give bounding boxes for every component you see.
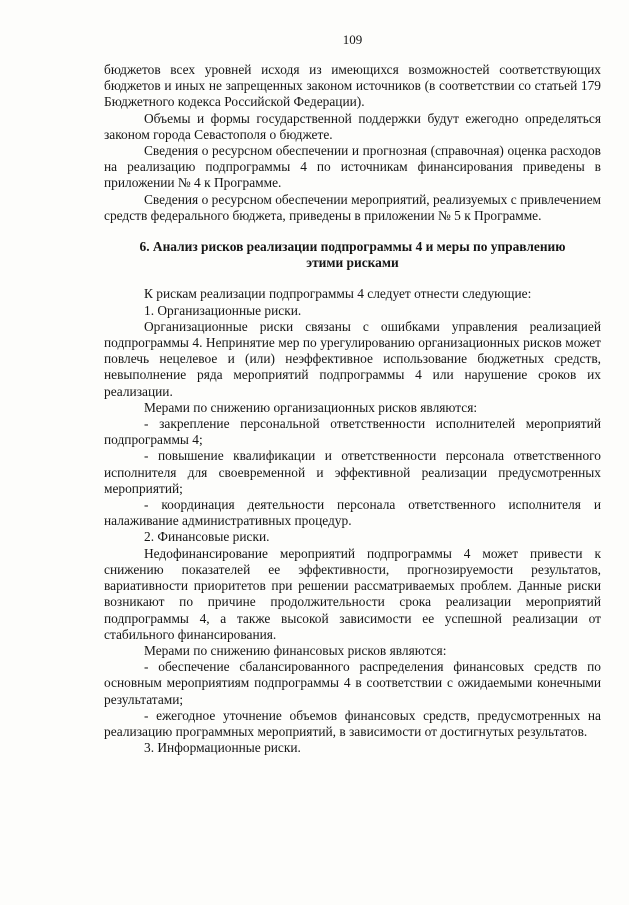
paragraph: Недофинансирование мероприятий подпрограммы 4 может привести к снижению показателей ее эффективности, прогнозируемости результатов, вариативности приоритетов при решении рассматриваемых проблем. Данные риски возникают по причине продолжительности срока реализации мероприятий подпрограммы 4, а также высокой зависимости ее успешной реализации от стабильного финансирования. (104, 545, 601, 642)
paragraph: 3. Информационные риски. (144, 740, 301, 756)
section-heading (104, 239, 601, 271)
paragraph: - координация деятельности персонала ответственного исполнителя и налаживание административных процедур. (104, 497, 601, 529)
paragraph: - обеспечение сбалансированного распределения финансовых средств по основным мероприятиям подпрограммы 4 в соответствии с ожидаемыми конечными результатами; (104, 659, 601, 707)
paragraphs-after-heading (104, 286, 601, 756)
paragraph: 1. Организационные риски. (144, 302, 302, 318)
paragraph: К рискам реализации подпрограммы 4 следует отнести следующие: (144, 286, 532, 302)
section-heading-line-2: этими рисками (306, 255, 399, 271)
paragraph: 2. Финансовые риски. (144, 529, 270, 545)
paragraph: бюджетов всех уровней исходя из имеющихся возможностей соответствующих бюджетов и иных не запрещенных законом источников (в соответствии со статьей 179 Бюджетного кодекса Российской Федерации). (104, 62, 601, 110)
paragraphs-before-heading (104, 62, 601, 224)
section-heading-line-1: 6. Анализ рисков реализации подпрограммы 4 и меры по управлению (139, 239, 566, 255)
paragraph: - закрепление персональной ответственности исполнителей мероприятий подпрограммы 4; (104, 416, 601, 448)
paragraph: Сведения о ресурсном обеспечении и прогнозная (справочная) оценка расходов на реализацию подпрограммы 4 по источникам финансирования приведены в приложении № 4 к Программе. (104, 143, 601, 191)
page-number: 109 (342, 32, 363, 47)
paragraph: Сведения о ресурсном обеспечении мероприятий, реализуемых с привлечением средств федерального бюджета, приведены в приложении № 5 к Программе. (104, 191, 601, 223)
paragraph: - повышение квалификации и ответственности персонала ответственного исполнителя для своевременной и эффективной реализации предусмотренных мероприятий; (104, 448, 601, 496)
paragraph: Мерами по снижению организационных рисков являются: (144, 399, 478, 415)
paragraph: Организационные риски связаны с ошибками управления реализацией подпрограммы 4. Непринятие мер по урегулированию организационных рисков может повлечь нецелевое и (или) неэффективное использование бюджетных средств, невыполнение ряда мероприятий подпрограммы 4 или нарушение сроков их реализации. (104, 318, 601, 399)
paragraph: Мерами по снижению финансовых рисков являются: (144, 642, 447, 658)
paragraph: - ежегодное уточнение объемов финансовых средств, предусмотренных на реализацию программных мероприятий, в зависимости от достигнутых результатов. (104, 707, 601, 739)
document-body (104, 62, 601, 756)
paragraph: Объемы и формы государственной поддержки будут ежегодно определяться законом города Севастополя о бюджете. (104, 110, 601, 142)
